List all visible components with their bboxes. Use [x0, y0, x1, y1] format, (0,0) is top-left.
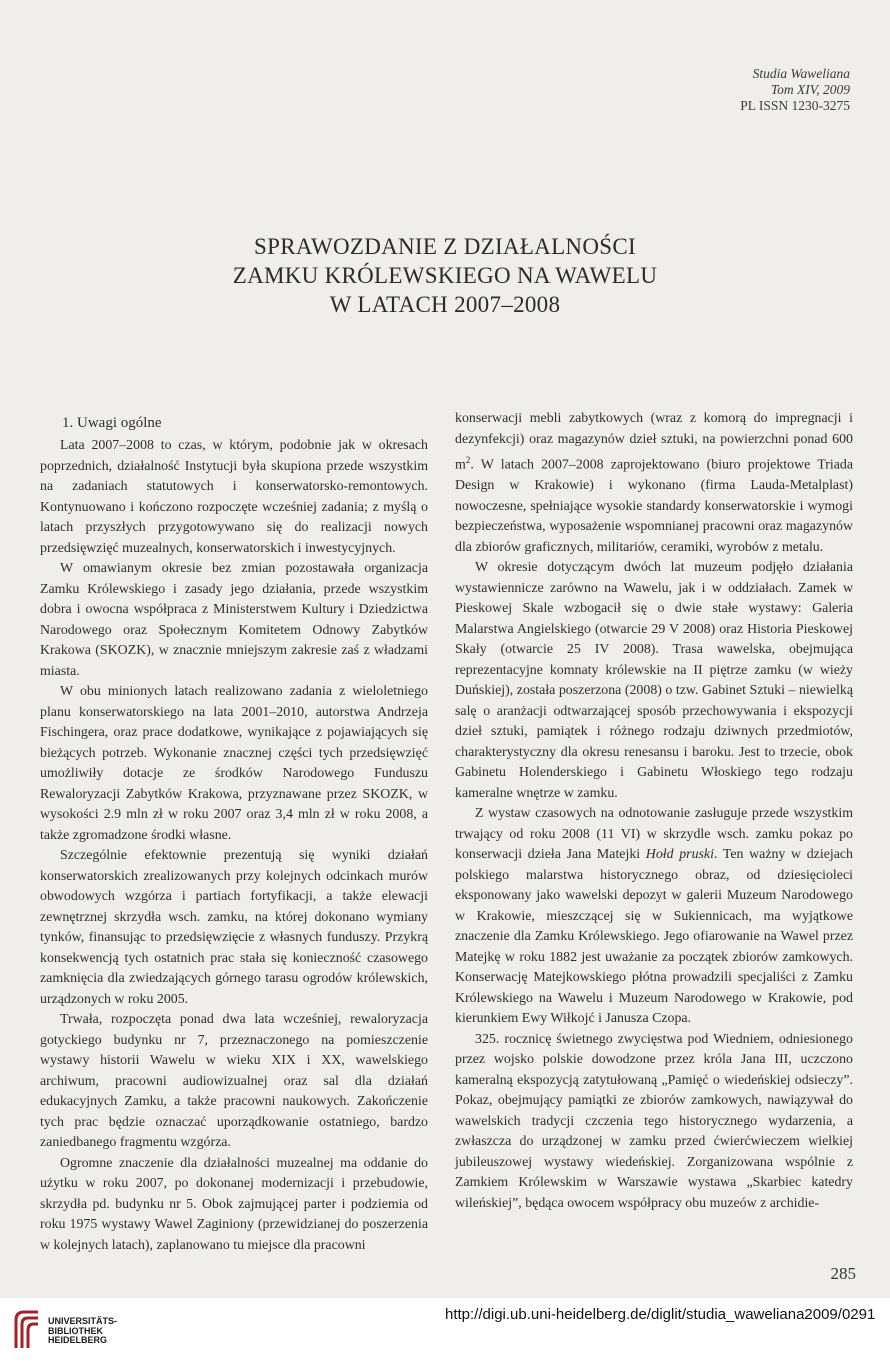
text-run: . Ten ważny w dziejach polskiego malarstwa historycznego obraz, od dziesięcioleci eksponowany jako wawelski depozyt w galerii Muzeum Narodowego w Krakowie, mieszczącej się w Sukiennicach, ma wyjątkowe znaczenie dla Zamku Królewskiego. Jego ofiarowanie na Wawel przez Matejkę w roku 1882 jest uważanie za początek zbiorów zamkowych. Konserwację Matejkowskiego płótna prowadzili specjaliści z Zamku Królewskiego na Wawelu i Muzeum Narodowego w Krakowie, pod kierunkiem Ewy Wiłkojć i Janusza Czopa. — [455, 847, 853, 1027]
journal-name: Studia Waweliana — [752, 66, 850, 81]
text-run: Z wystaw czasowych na odnotowanie zasługuje przede wszystkim trwający od roku 2008 (11 VI) w skrzydle wsch. zamku pokaz po konserwacji dzieła Jana Matejki — [455, 806, 853, 863]
artwork-title: Hołd pruski — [645, 847, 714, 863]
paragraph: Trwała, rozpoczęta ponad dwa lata wcześniej, rewaloryzacja gotyckiego budynku nr 7, przeznaczonego na pomieszczenie wystawy historii Wawelu w wieku XIX i XX, wawelskiego archiwum, pracowni audiowizualnej oraz sal dla działań edukacyjnych Zamku, a także pracowni naukowych. Zakończenie tych prac będzie oznaczać uporządkowanie ostatniego, bardzo zaniedbanego fragmentu wzgórza. — [40, 1012, 428, 1150]
title-line-1: SPRAWOZDANIE Z DZIAŁALNOŚCI — [254, 234, 636, 259]
library-line: HEIDELBERG — [48, 1335, 108, 1345]
title-line-2: ZAMKU KRÓLEWSKIEGO NA WAWELU — [232, 263, 658, 288]
paragraph — [455, 409, 853, 558]
text-run: . W latach 2007–2008 zaprojektowano (biuro projektowe Triada Design w Krakowie) i wykonano (firma Lauda-Metalplast) nowoczesne, spełniające wysokie standardy konserwatorskie i wymogi bezpieczeństwa, wyposażenie wspomnianej pracowni oraz magazynów dla zbiorów graficznych, militariów, ceramiki, wyrobów z metalu. — [455, 457, 853, 555]
paragraph: W obu minionych latach realizowano zadania z wieloletniego planu konserwatorskiego na lata 2001–2010, autorstwa Andrzeja Fischingera, oraz prace dodatkowe, wynikające z pojawiających się bieżących potrzeb. Wykonanie znacznej części tych przedsięwzięć umożliwiły dotacje ze środków Narodowego Funduszu Rewaloryzacji Zabytków Krakowa, przyznawane przez SKOZK, w wysokości 2.9 mln zł w roku 2007 oraz 3,4 mln zł w roku 2008, a także zgromadzone środki własne. — [40, 684, 428, 843]
journal-volume: Tom XIV, 2009 — [770, 82, 850, 97]
footer-bar — [0, 1298, 890, 1363]
paragraph: 325. rocznicę świetnego zwycięstwa pod Wiedniem, odniesionego przez wojsko polskie dowodzone przez króla Jana III, uczczono kameralną ekspozycją zatytułowaną „Pamięć o wiedeńskiej odsieczy”. Pokaz, obejmujący pamiątki ze zbiorów zamkowych, nawiązywał do wawelskich tradycji czczenia tego historycznego wydarzenia, a zwłaszcza do urządzonej w zamku przed ćwierćwieczem wielkiej jubileuszowej wystawy wiedeńskiej. Zorganizowana wspólnie z Zamkiem Królewskim w Warszawie wystawa „Skarbiec katedry wileńskiej”, będąca owocem współpracy obu muzeów z archidie- — [455, 1031, 853, 1211]
library-line: BIBLIOTHEK — [48, 1325, 103, 1336]
library-line: UNIVERSITÄTS- — [48, 1316, 118, 1326]
paragraph: Szczególnie efektownie prezentują się wyniki działań konserwatorskich zrealizowanych przy kolejnych odcinkach murów obwodowych wzgórza i partiach fortyfikacji, a także elewacji zewnętrznej skrzydła wsch. zamku, na której dokonano wymiany tynków, finansując to przedsięwzięcie z własnych funduszy. Przykrą konsekwencją tych ostatnich prac stała się konieczność czasowego zamknięcia dla zwiedzających górnego tarasu ogrodów królewskich, urządzonych w roku 2005. — [40, 848, 428, 1007]
paragraph: W omawianym okresie bez zmian pozostawała organizacja Zamku Królewskiego i zasady jego działania, przede wszystkim dobra i owocna współpraca z Ministerstwem Kultury i Dziedzictwa Narodowego oraz Społecznym Komitetem Odnowy Zabytków Krakowa (SKOZK), w znacznie mniejszym zakresie zaś z władzami miasta. — [40, 561, 428, 679]
journal-issn: PL ISSN 1230-3275 — [740, 98, 850, 113]
page-number: 285 — [830, 1264, 856, 1283]
title-line-3: W LATACH 2007–2008 — [329, 292, 561, 317]
library-name — [48, 1317, 117, 1346]
library-logo-icon — [12, 1308, 42, 1352]
source-url-link[interactable]: http://digi.ub.uni-heidelberg.de/diglit/studia_waweliana2009/0291 — [445, 1306, 876, 1323]
paragraph: Ogromne znaczenie dla działalności muzealnej ma oddanie do użytku w roku 2007, po dokonanej modernizacji i przebudowie, skrzydła pd. budynku nr 5. Obok zajmującej parter i podziemia od roku 1975 wystawy Wawel Zaginiony (przewidzianej do poszerzenia w kolejnych latach), zaplanowano tu miejsce dla pracowni — [40, 1155, 428, 1253]
right-column — [455, 409, 853, 1214]
text-run: konserwacji mebli zabytkowych (wraz z komorą do impregnacji i dezynfekcji) oraz magazynów dzieł sztuki, na powierzchni ponad 600 m — [455, 411, 853, 473]
left-column — [40, 407, 428, 1256]
superscript: 2 — [465, 455, 471, 465]
journal-header — [740, 66, 850, 114]
paragraph: W okresie dotyczącym dwóch lat muzeum podjęło działania wystawiennicze zarówno na Wawelu, jak i w oddziałach. Zamek w Pieskowej Skale wzbogacił się o dwie stałe wystawy: Galeria Malarstwa Angielskiego (otwarcie 29 V 2008) oraz Historia Pieskowej Skały (otwarcie 25 IV 2008). Trasa wawelska, obejmująca reprezentacyjne komnaty królewskie na II piętrze zamku (w wieży Duńskiej), została poszerzona (2008) o tzw. Gabinet Sztuki – niewielką salę o aranżacji odtwarzającej sposób przechowywania i ekspozycji dzieł sztuki, pamiątek i różnego rodzaju dziwnych przedmiotów, charakterystyczny dla okresu renesansu i baroku. Jest to trzecie, obok Gabinetu Holenderskiego i Gabinetu Włoskiego tego rodzaju kameralne wnętrze w zamku. — [455, 560, 853, 801]
section-heading: 1. Uwagi ogólne — [62, 415, 162, 431]
paragraph: Lata 2007–2008 to czas, w którym, podobnie jak w okresach poprzednich, działalność Instytucji była skupiona przede wszystkim na zadaniach statutowych i konserwatorsko-remontowych. Kontynuowano i kończono rozpoczęte wcześniej zadania; z myślą o latach przyszłych przygotowywano się do realizacji nowych przedsięwzięć muzealnych, konserwatorskich i inwestycyjnych. — [40, 438, 428, 556]
paragraph — [455, 804, 853, 1030]
article-title — [0, 232, 890, 319]
